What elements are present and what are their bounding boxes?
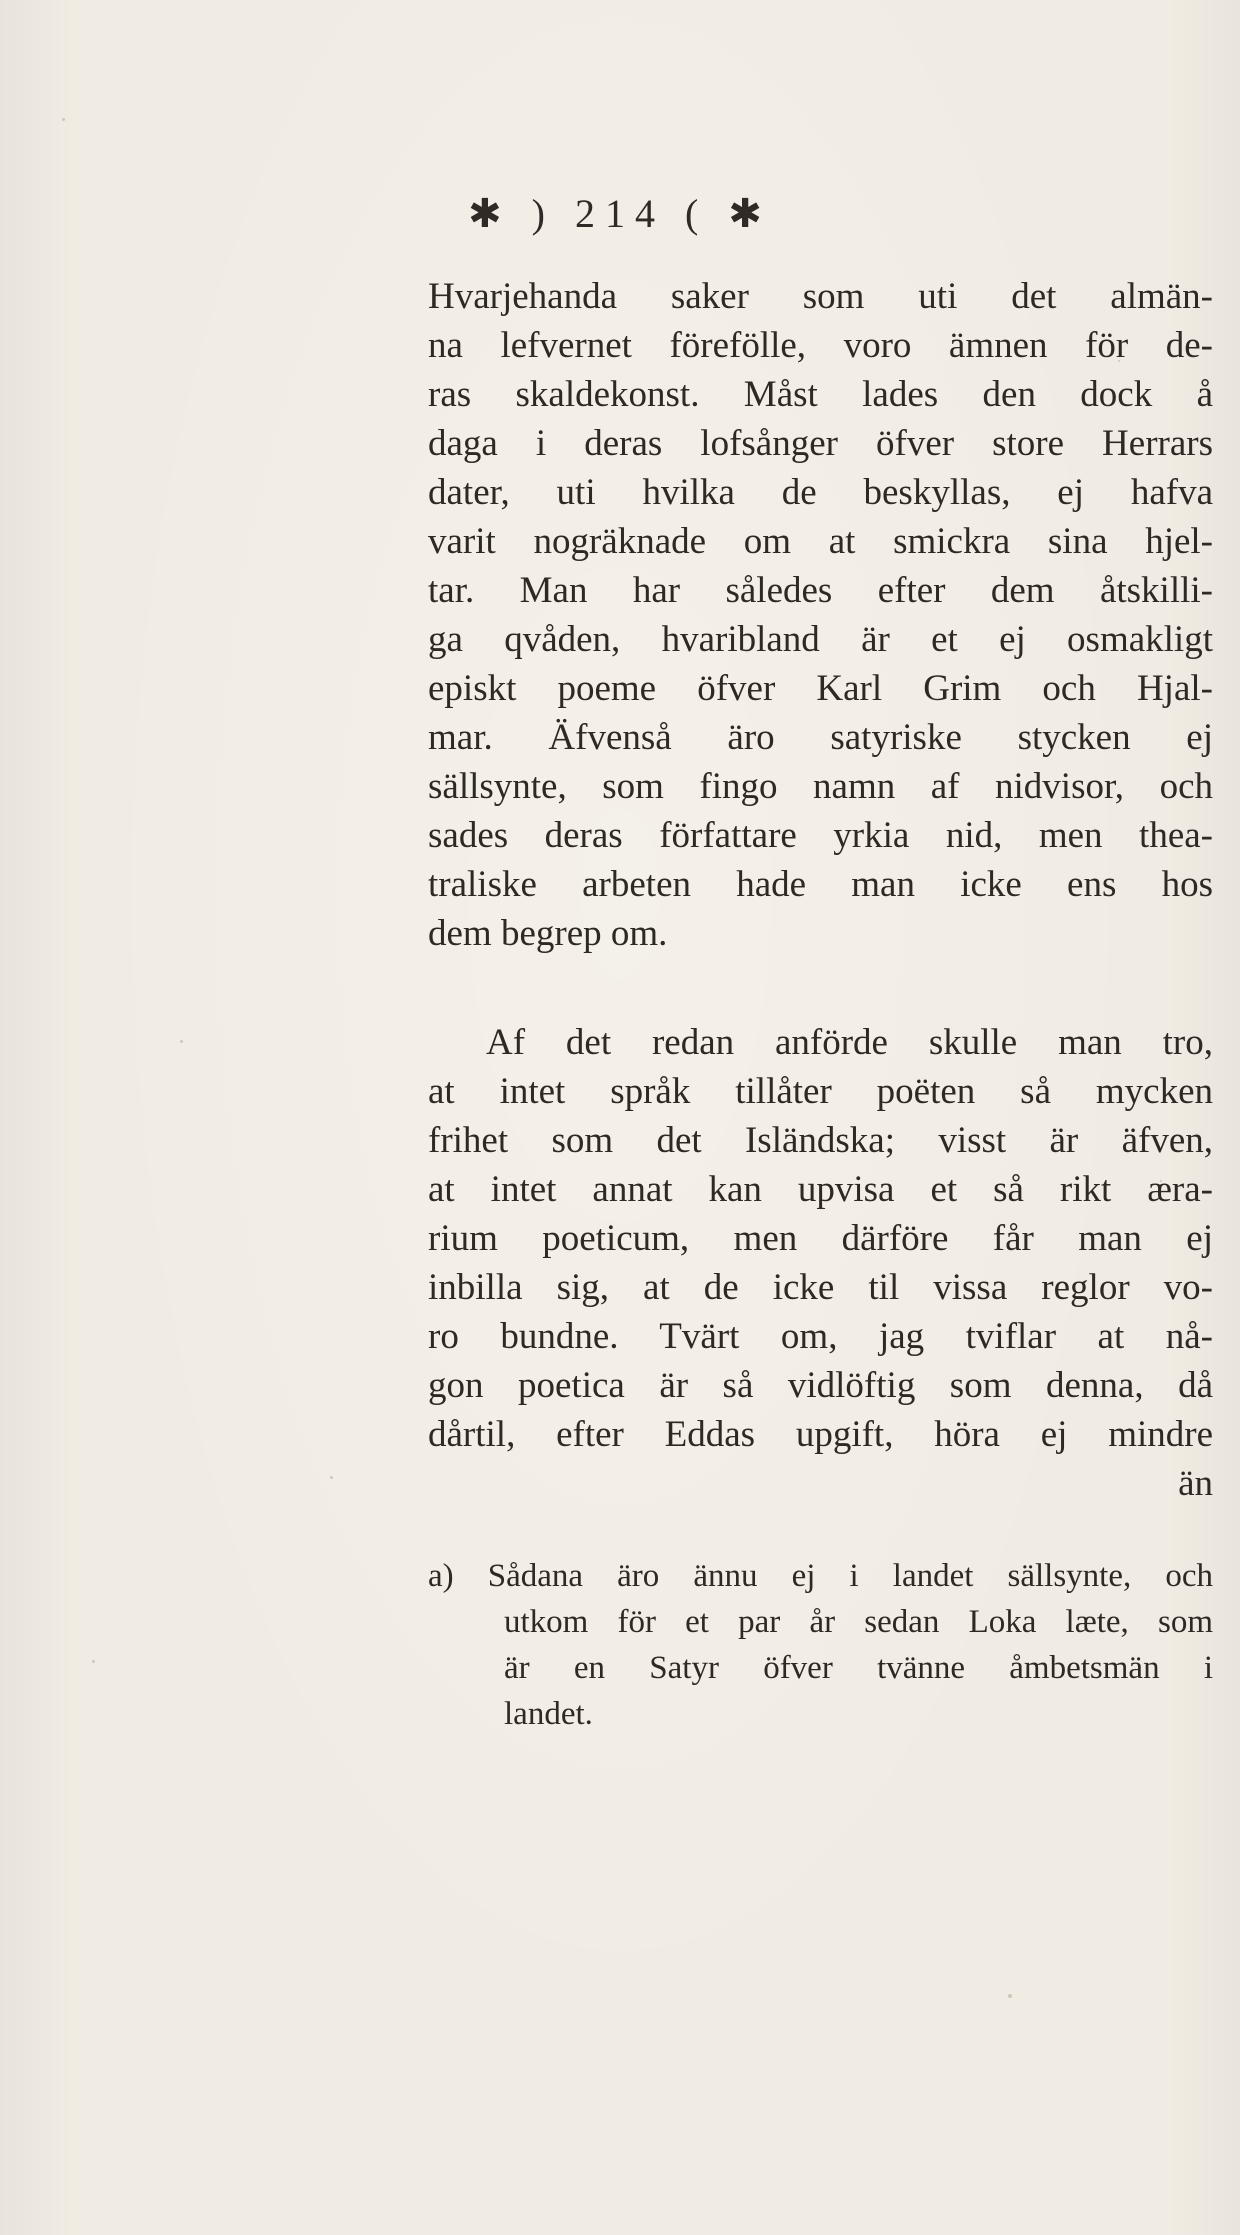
text-line: at intet annat kan upvisa et så rikt æra- [428, 1169, 1213, 1210]
footnote-line: a) Sådana äro ännu ej i landet sällsynte, och [428, 1558, 1213, 1594]
text-line: dater, uti hvilka de beskyllas, ej hafva [428, 472, 1213, 513]
footnote-line: landet. [504, 1696, 593, 1732]
text-line: frihet som det Isländska; visst är äfven, [428, 1120, 1213, 1161]
page-header: ✱ ) 214 ( ✱ [468, 191, 772, 236]
text-line: gon poetica är så vidlöftig som denna, då [428, 1365, 1213, 1406]
text-line: ras skaldekonst. Måst lades den dock å [428, 374, 1213, 415]
text-line: sades deras författare yrkia nid, men thea- [428, 815, 1213, 856]
text-line: na lefvernet förefölle, voro ämnen för de- [428, 325, 1213, 366]
text-line: traliske arbeten hade man icke ens hos [428, 864, 1213, 905]
text-line: ro bundne. Tvärt om, jag tviflar at nå- [428, 1316, 1213, 1357]
footnote [428, 1553, 1213, 1737]
text-line: ga qvåden, hvaribland är et ej osmakligt [428, 619, 1213, 660]
footnote-line: utkom för et par år sedan Loka læte, som [504, 1604, 1213, 1640]
text-line: dem begrep om. [428, 913, 668, 954]
text-line: sällsynte, som fingo namn af nidvisor, och [428, 766, 1213, 807]
text-line: Hvarjehanda saker som uti det almän- [428, 276, 1213, 317]
text-line: varit nogräknade om at smickra sina hjel- [428, 521, 1213, 562]
text-line: at intet språk tillåter poëten så mycken [428, 1071, 1213, 1112]
paragraph-2 [428, 1018, 1213, 1508]
text-line: tar. Man har således efter dem åtskilli- [428, 570, 1213, 611]
text-line: daga i deras lofsånger öfver store Herrars [428, 423, 1213, 464]
text-line: rium poeticum, men därföre får man ej [428, 1218, 1213, 1259]
text-line: dårtil, efter Eddas upgift, höra ej mindre [428, 1414, 1213, 1455]
text-line: mar. Äfvenså äro satyriske stycken ej [428, 717, 1213, 758]
text-line: inbilla sig, at de icke til vissa reglor vo- [428, 1267, 1213, 1308]
catchword: än [1178, 1463, 1213, 1504]
footnote-line: är en Satyr öfver tvänne åmbetsmän i [504, 1650, 1213, 1686]
text-line: episkt poeme öfver Karl Grim och Hjal- [428, 668, 1213, 709]
paragraph-1 [428, 272, 1213, 958]
text-line: Af det redan anförde skulle man tro, [486, 1022, 1213, 1063]
